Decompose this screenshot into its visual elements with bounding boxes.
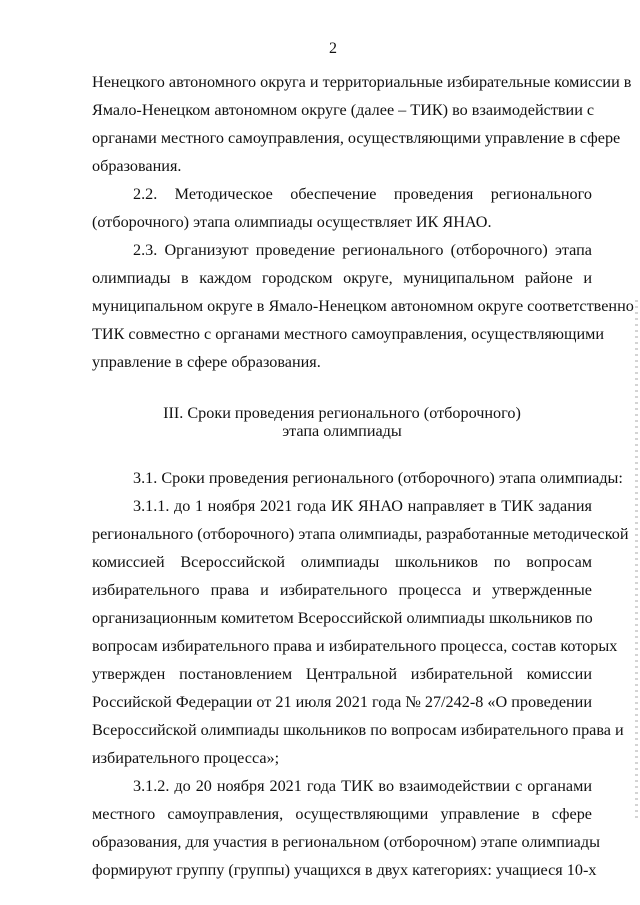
text-line: муниципальном округе в Ямало-Ненецком автономном округе соответственно (92, 297, 634, 315)
text-line: (отборочного) этапа олимпиады осуществляет ИК ЯНАО. (92, 213, 492, 231)
text-line: олимпиады в каждом городском округе, муниципальном районе и (92, 269, 592, 287)
paragraph-continuation (92, 68, 632, 180)
text-line: регионального (отборочного) этапа олимпиады, разработанные методической (92, 525, 629, 543)
text-line: 3.1.1. до 1 ноября 2021 года ИК ЯНАО направляет в ТИК задания (133, 497, 592, 515)
text-line: образования, для участия в региональном (отборочном) этапе олимпиады (92, 833, 600, 851)
scan-edge-artifact (635, 300, 638, 820)
document-body (92, 68, 634, 884)
text-line: ТИК совместно с органами местного самоуправления, осуществляющими (92, 325, 605, 343)
text-line: Ненецкого автономного округа и территориальные избирательные комиссии в (92, 73, 632, 91)
section-heading (92, 404, 592, 440)
paragraph-2-3 (92, 236, 634, 376)
text-line: органами местного самоуправления, осуществляющими управление в сфере (92, 129, 621, 147)
text-line: Всероссийской олимпиады школьников по вопросам избирательного права и (92, 721, 624, 739)
text-line: Российской Федерации от 21 июля 2021 года № 27/242-8 «О проведении (92, 693, 592, 711)
paragraph-3-1-1 (92, 492, 629, 772)
text-line: утвержден постановлением Центральной избирательной комиссии (92, 665, 592, 683)
text-line: управление в сфере образования. (92, 353, 321, 371)
page-number: 2 (329, 40, 337, 57)
text-line: избирательного права и избирательного процесса и утвержденные (92, 581, 592, 599)
text-line: избирательного процесса»; (92, 749, 280, 767)
text-line: 2.3. Организуют проведение регионального (отборочного) этапа (133, 241, 592, 259)
text-line: комиссией Всероссийской олимпиады школьников по вопросам (92, 553, 592, 571)
text-line: вопросам избирательного права и избирательного процесса, состав которых (92, 637, 618, 655)
section-heading-line: III. Сроки проведения регионального (отборочного) (163, 404, 521, 422)
text-line: формируют группу (группы) учащихся в двух категориях: учащиеся 10-х (92, 861, 597, 879)
section-heading-line: этапа олимпиады (282, 422, 402, 440)
paragraph-3-1 (92, 464, 623, 492)
paragraph-3-1-2 (92, 772, 600, 884)
paragraph-2-2 (92, 180, 592, 236)
text-line: 3.1. Сроки проведения регионального (отборочного) этапа олимпиады: (133, 469, 623, 487)
text-line: 3.1.2. до 20 ноября 2021 года ТИК во взаимодействии с органами (133, 777, 592, 795)
text-line: образования. (92, 157, 182, 175)
text-line: Ямало-Ненецком автономном округе (далее – ТИК) во взаимодействии с (92, 101, 595, 119)
text-line: местного самоуправления, осуществляющими управление в сфере (92, 805, 592, 823)
text-line: 2.2. Методическое обеспечение проведения регионального (133, 185, 592, 203)
text-line: организационным комитетом Всероссийской олимпиады школьников по (92, 609, 593, 627)
